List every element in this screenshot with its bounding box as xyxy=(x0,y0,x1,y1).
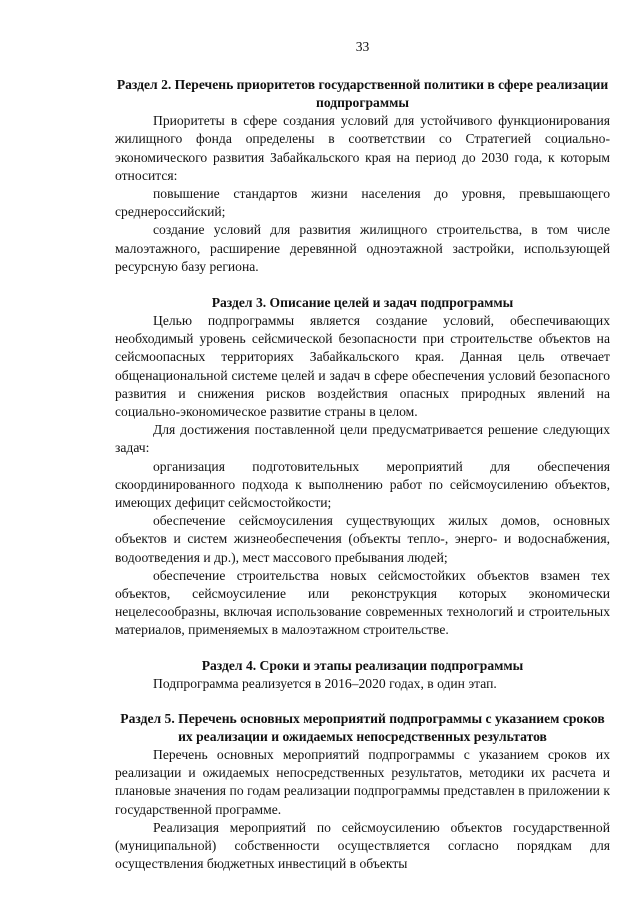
section-3-paragraph: обеспечение строительства новых сейсмостойких объектов взамен тех объектов, сейсмоусиление или реконструкция которых экономически нецелесообразны, включая использование современных технологий и строительных материалов, применяемых в малоэтажном строительстве. xyxy=(115,567,610,638)
section-3-heading: Раздел 3. Описание целей и задач подпрограммы xyxy=(211,295,514,311)
section-2-paragraph: повышение стандартов жизни населения до уровня, превышающего среднероссийский; xyxy=(115,186,610,220)
section-3-paragraph: Для достижения поставленной цели предусматривается решение следующих задач: xyxy=(115,422,610,456)
section-3-paragraph: Целью подпрограммы является создание условий, обеспечивающих необходимый уровень сейсмической безопасности при строительстве объектов на сейсмоопасных территориях Забайкальского края. Данная цель отвечает общенациональной системе целей и задач в сфере обеспечения условий безопасного развития и снижения рисков воздействия опасных природных явлений на социально-экономическое развитие страны в целом. xyxy=(115,313,610,420)
section-3-paragraph: организация подготовительных мероприятий для обеспечения скоординированного подхода к выполнению работ по сейсмоусилению объектов, имеющих дефицит сейсмостойкости; xyxy=(115,458,610,511)
section-3-paragraph: обеспечение сейсмоусиления существующих жилых домов, основных объектов и систем жизнеобеспечения (объекты тепло-, энерго- и водоснабжения, водоотведения и др.), мест массового пребывания людей; xyxy=(115,513,610,565)
page-number: 33 xyxy=(355,39,370,54)
section-gap xyxy=(115,276,610,294)
section-2-heading: Раздел 2. Перечень приоритетов государственной политики в сфере реализации подпрограммы xyxy=(116,77,609,111)
section-gap xyxy=(115,640,610,657)
section-2-paragraph: создание условий для развития жилищного строительства, в том числе малоэтажного, расширение деревянной одноэтажной застройки, использующей ресурсную базу региона. xyxy=(115,222,610,274)
section-5-paragraph: Реализация мероприятий по сейсмоусилению объектов государственной (муниципальной) собственности осуществляется согласно порядкам для осуществления бюджетных инвестиций в объекты xyxy=(115,819,610,872)
section-4-heading: Раздел 4. Сроки и этапы реализации подпрограммы xyxy=(201,657,524,673)
section-5-heading: Раздел 5. Перечень основных мероприятий подпрограммы с указанием сроков их реализации и ожидаемых непосредственных результатов xyxy=(120,710,605,744)
document-page xyxy=(115,38,610,873)
section-4-paragraph: Подпрограмма реализуется в 2016–2020 годах, в один этап. xyxy=(153,675,497,691)
section-5-paragraph: Перечень основных мероприятий подпрограммы с указанием сроков их реализации и ожидаемых непосредственных результатов, методики их расчета и плановые значения по годам реализации подпрограммы представлен в приложении к государственной программе. xyxy=(115,746,610,817)
section-2-paragraph: Приоритеты в сфере создания условий для устойчивого функционирования жилищного фонда определены в соответствии со Стратегией социально-экономического развития Забайкальского края на период до 2030 года, к которым относится: xyxy=(115,113,610,183)
section-gap xyxy=(115,693,610,710)
